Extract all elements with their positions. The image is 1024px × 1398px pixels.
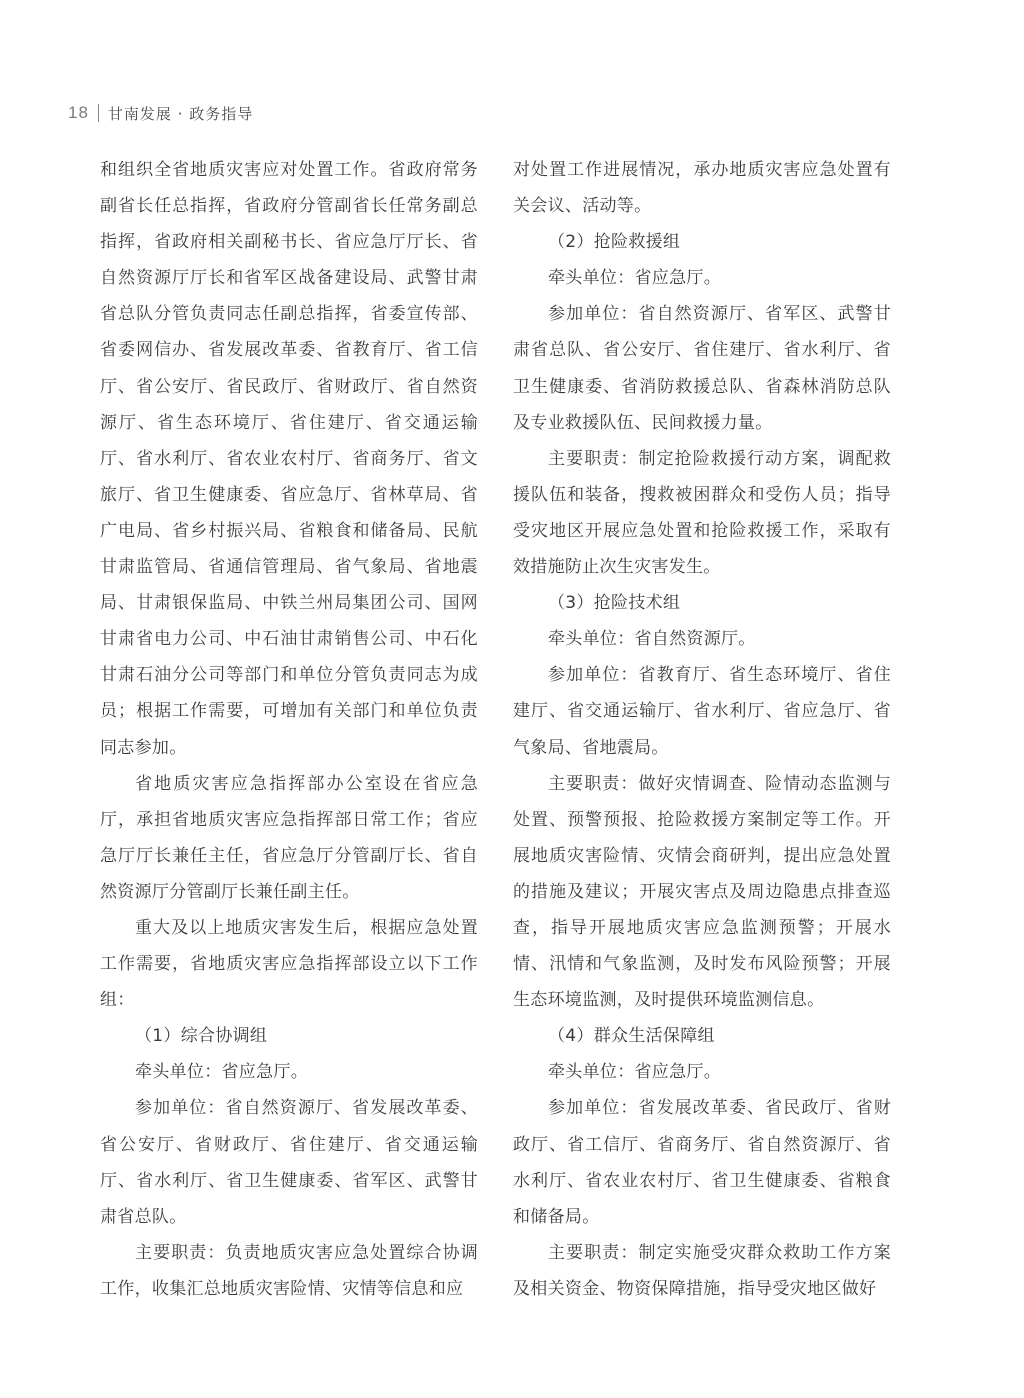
participating-units: 参加单位：省自然资源厅、省发展改革委、省公安厅、省财政厅、省住建厅、省交通运输厅、省水利厅、省卫生健康委、省军区、武警甘肃省总队。 [100, 1098, 478, 1227]
section-heading: （1）综合协调组 [135, 1026, 268, 1047]
section-heading: （4）群众生活保障组 [548, 1026, 715, 1047]
paragraph: 省地质灾害应急指挥部办公室设在省应急厅，承担省地质灾害应急指挥部日常工作；省应急厅厅长兼任主任，省应急厅分管副厅长、省自然资源厅分管副厅长兼任副主任。 [100, 773, 478, 902]
lead-unit: 牵头单位：省自然资源厅。 [548, 629, 756, 650]
main-duties: 主要职责：制定实施受灾群众救助工作方案及相关资金、物资保障措施，指导受灾地区做好 [513, 1242, 891, 1299]
participating-units: 参加单位：省教育厅、省生态环境厅、省住建厅、省交通运输厅、省水利厅、省应急厅、省气象局、省地震局。 [513, 665, 891, 758]
lead-unit: 牵头单位：省应急厅。 [548, 268, 721, 289]
main-duties: 主要职责：负责地质灾害应急处置综合协调工作，收集汇总地质灾害险情、灾情等信息和应 [100, 1242, 478, 1299]
section-heading: （3）抢险技术组 [548, 593, 681, 614]
paragraph-continuation: 对处置工作进展情况，承办地质灾害应急处置有关会议、活动等。 [513, 160, 891, 217]
running-title: 甘南发展 · 政务指导 [107, 104, 254, 123]
lead-unit: 牵头单位：省应急厅。 [548, 1062, 721, 1083]
page-number: 18 [68, 103, 89, 122]
paragraph-continuation: 和组织全省地质灾害应对处置工作。省政府常务副省长任总指挥，省政府分管副省长任常务副总指挥，省政府相关副秘书长、省应急厅厅长、省自然资源厅厅长和省军区战备建设局、武警甘肃省总队分管负责同志任副总指挥，省委宣传部、省委网信办、省发展改革委、省教育厅、省工信厅、省公安厅、省民政厅、省财政厅、省自然资源厅、省生态环境厅、省住建厅、省交通运输厅、省水利厅、省农业农村厅、省商务厅、省文旅厅、省卫生健康委、省应急厅、省林草局、省广电局、省乡村振兴局、省粮食和储备局、民航甘肃监管局、省通信管理局、省气象局、省地震局、甘肃银保监局、中铁兰州局集团公司、国网甘肃省电力公司、中石油甘肃销售公司、中石化甘肃石油分公司等部门和单位分管负责同志为成员；根据工作需要，可增加有关部门和单位负责同志参加。 [100, 160, 478, 758]
header-divider [98, 104, 99, 122]
right-column [513, 152, 891, 1307]
left-column [100, 152, 478, 1307]
page-header [68, 98, 253, 128]
lead-unit: 牵头单位：省应急厅。 [135, 1062, 308, 1083]
participating-units: 参加单位：省自然资源厅、省军区、武警甘肃省总队、省公安厅、省住建厅、省水利厅、省卫生健康委、省消防救援总队、省森林消防总队及专业救援队伍、民间救援力量。 [513, 304, 891, 433]
main-duties: 主要职责：制定抢险救援行动方案，调配救援队伍和装备，搜救被困群众和受伤人员；指导受灾地区开展应急处置和抢险救援工作，采取有效措施防止次生灾害发生。 [513, 448, 891, 578]
main-duties: 主要职责：做好灾情调查、险情动态监测与处置、预警预报、抢险救援方案制定等工作。开展地质灾害险情、灾情会商研判，提出应急处置的措施及建议；开展灾害点及周边隐患点排查巡查，指导开展地质灾害应急监测预警；开展水情、汛情和气象监测，及时发布风险预警；开展生态环境监测，及时提供环境监测信息。 [513, 773, 891, 1011]
participating-units: 参加单位：省发展改革委、省民政厅、省财政厅、省工信厅、省商务厅、省自然资源厅、省水利厅、省农业农村厅、省卫生健康委、省粮食和储备局。 [513, 1098, 891, 1227]
paragraph: 重大及以上地质灾害发生后，根据应急处置工作需要，省地质灾害应急指挥部设立以下工作组： [100, 917, 478, 1011]
section-heading: （2）抢险救援组 [548, 232, 681, 253]
